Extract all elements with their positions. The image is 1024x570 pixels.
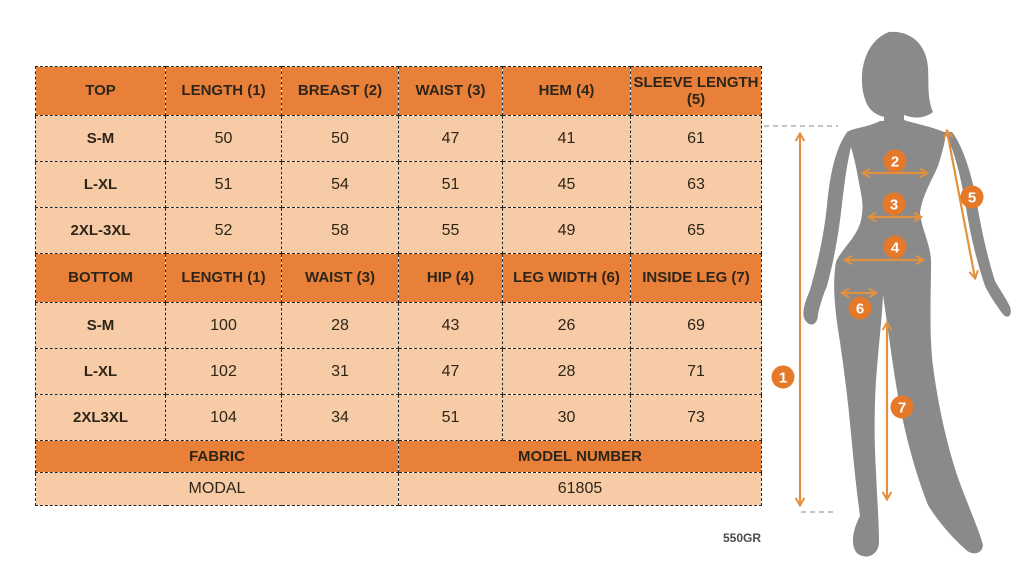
size-label: L-XL — [36, 349, 166, 395]
size-value: 51 — [166, 162, 282, 208]
size-label: S-M — [36, 116, 166, 162]
header-cell-fabric: FABRIC — [36, 441, 399, 473]
svg-text:3: 3 — [889, 196, 899, 214]
measure-marker-3 — [883, 193, 906, 216]
header-cell-leg-width: LEG WIDTH (6) — [503, 254, 631, 303]
size-value: 54 — [282, 162, 399, 208]
size-value: 104 — [166, 395, 282, 441]
header-cell-length: LENGTH (1) — [166, 67, 282, 116]
size-value: 50 — [282, 116, 399, 162]
header-cell-length: LENGTH (1) — [166, 254, 282, 303]
size-label: 2XL3XL — [36, 395, 166, 441]
measure-marker-4 — [884, 236, 907, 259]
size-value: 50 — [166, 116, 282, 162]
svg-text:1: 1 — [778, 369, 788, 387]
table-row — [36, 162, 762, 208]
size-value: 28 — [503, 349, 631, 395]
size-label: 2XL-3XL — [36, 208, 166, 254]
fabric-value: MODAL — [36, 473, 399, 506]
size-value: 52 — [166, 208, 282, 254]
size-value: 41 — [503, 116, 631, 162]
size-value: 73 — [631, 395, 762, 441]
table-row — [36, 395, 762, 441]
size-value: 102 — [166, 349, 282, 395]
size-value: 63 — [631, 162, 762, 208]
size-value: 30 — [503, 395, 631, 441]
table-row — [36, 208, 762, 254]
svg-text:6: 6 — [855, 300, 865, 318]
size-value: 26 — [503, 303, 631, 349]
table-row — [36, 116, 762, 162]
info-value-row — [36, 473, 762, 506]
measure-marker-5 — [961, 186, 984, 209]
bottom-header-row — [36, 254, 762, 303]
size-chart-table — [35, 66, 762, 506]
size-value: 65 — [631, 208, 762, 254]
size-value: 31 — [282, 349, 399, 395]
size-value: 28 — [282, 303, 399, 349]
size-value: 34 — [282, 395, 399, 441]
size-value: 61 — [631, 116, 762, 162]
measurement-figure — [756, 0, 1024, 570]
size-label: S-M — [36, 303, 166, 349]
size-value: 55 — [399, 208, 503, 254]
size-value: 51 — [399, 395, 503, 441]
header-cell-bottom: BOTTOM — [36, 254, 166, 303]
weight-footnote: 550GR — [722, 531, 761, 545]
female-silhouette — [803, 32, 1010, 557]
header-cell-breast: BREAST (2) — [282, 67, 399, 116]
size-value: 47 — [399, 116, 503, 162]
svg-text:2: 2 — [890, 153, 900, 171]
size-value: 69 — [631, 303, 762, 349]
top-header-row — [36, 67, 762, 116]
measure-marker-6 — [849, 297, 872, 320]
table-row — [36, 349, 762, 395]
size-label: L-XL — [36, 162, 166, 208]
svg-text:4: 4 — [890, 239, 900, 257]
size-value: 51 — [399, 162, 503, 208]
svg-text:7: 7 — [897, 399, 907, 417]
size-value: 49 — [503, 208, 631, 254]
header-cell-sleeve-length: SLEEVE LENGTH (5) — [631, 67, 762, 116]
header-cell-waist: WAIST (3) — [399, 67, 503, 116]
header-cell-hip: HIP (4) — [399, 254, 503, 303]
table-row — [36, 303, 762, 349]
header-cell-hem: HEM (4) — [503, 67, 631, 116]
svg-text:5: 5 — [967, 189, 977, 207]
size-value: 43 — [399, 303, 503, 349]
header-cell-model-number: MODEL NUMBER — [399, 441, 762, 473]
size-value: 58 — [282, 208, 399, 254]
size-value: 100 — [166, 303, 282, 349]
model-number-value: 61805 — [399, 473, 762, 506]
measure-marker-1 — [772, 366, 795, 389]
measure-marker-2 — [884, 150, 907, 173]
header-cell-top: TOP — [36, 67, 166, 116]
info-header-row — [36, 441, 762, 473]
header-cell-waist: WAIST (3) — [282, 254, 399, 303]
measure-marker-7 — [891, 396, 914, 419]
size-value: 71 — [631, 349, 762, 395]
size-value: 45 — [503, 162, 631, 208]
size-value: 47 — [399, 349, 503, 395]
header-cell-inside-leg: INSIDE LEG (7) — [631, 254, 762, 303]
